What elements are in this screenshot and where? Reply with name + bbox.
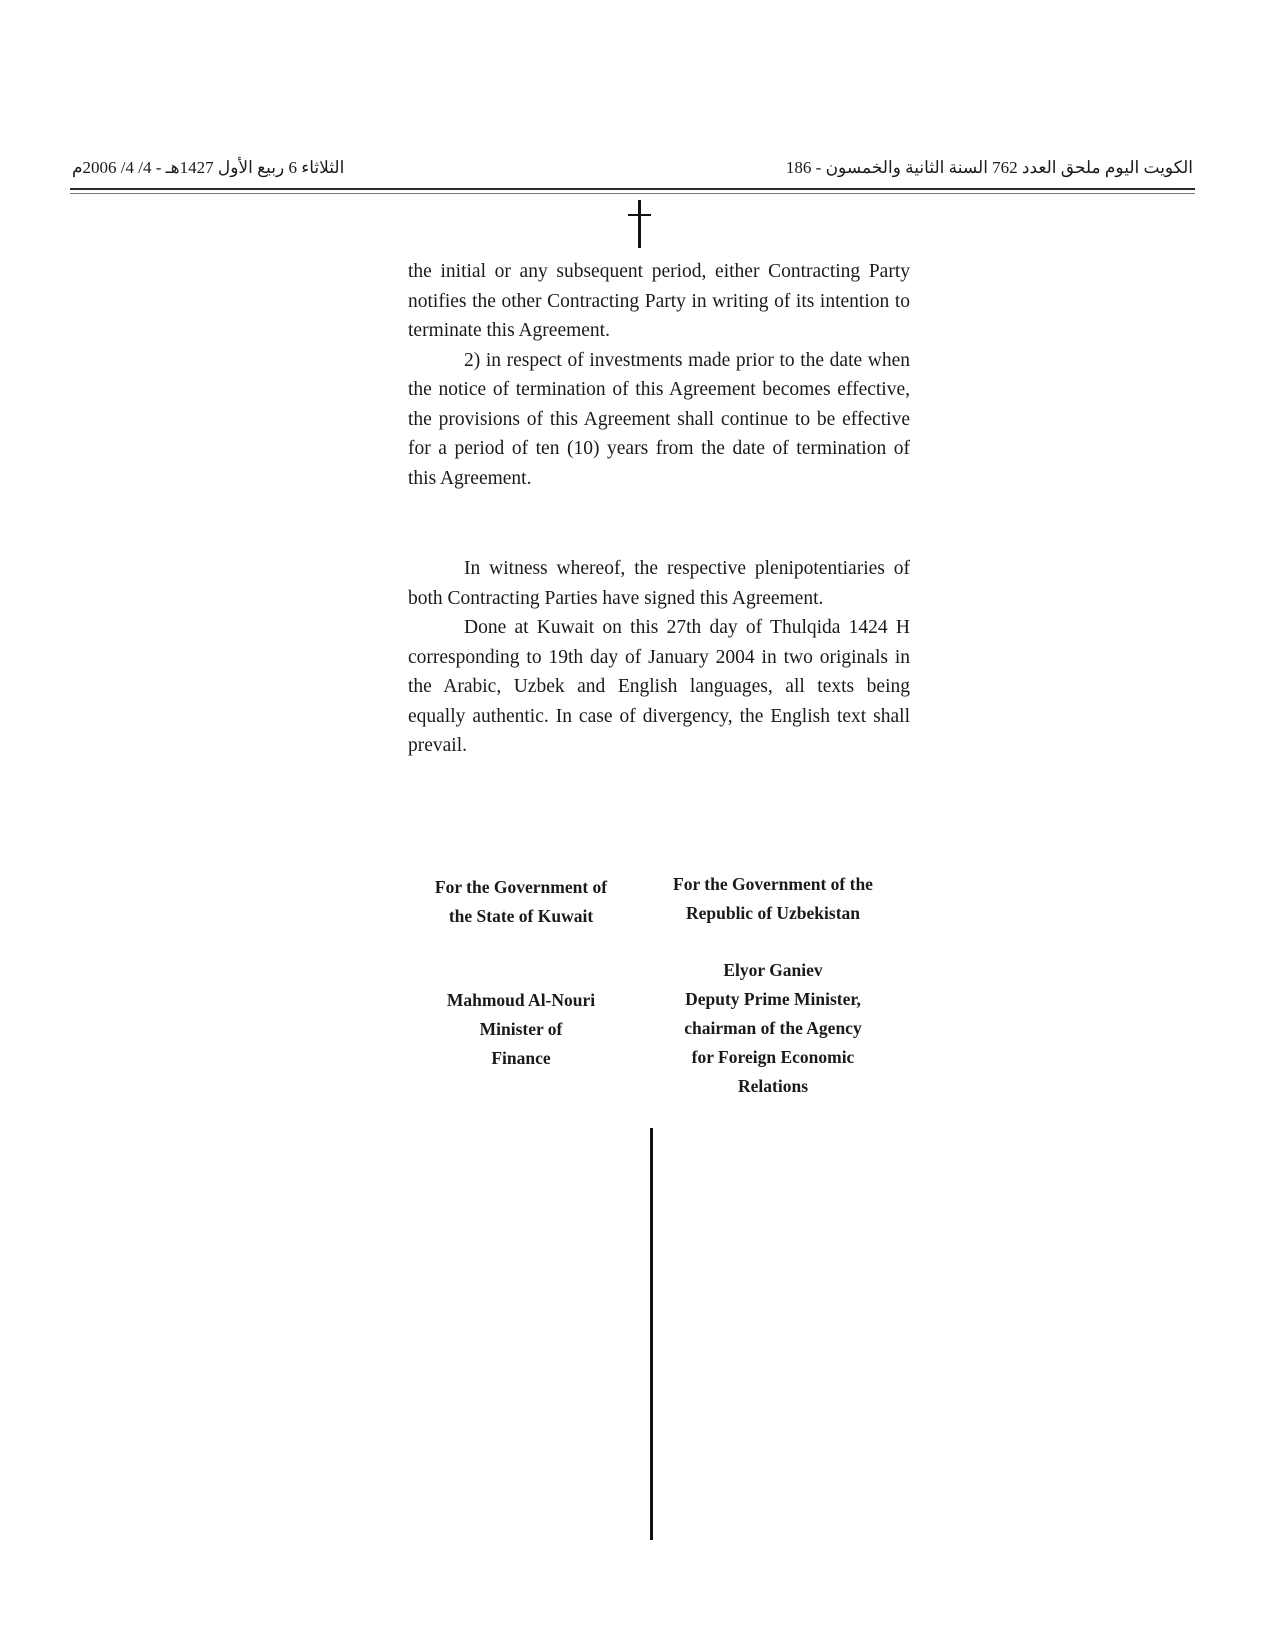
signature-kuwait-gov-line2: the State of Kuwait [448,906,594,926]
signature-kuwait-title-line2: Finance [491,1048,551,1068]
column-divider-crossbar [628,214,651,216]
signature-uzbekistan-title-line3: for Foreign Economic [691,1047,855,1067]
header-date: الثلاثاء 6 ربيع الأول 1427هـ - 4/ 4/ 2006م [72,158,345,177]
body-text-lower [408,554,910,761]
paragraph-investments-clause: 2) in respect of investments made prior to the date when the notice of termination of this Agreement becomes effective, the provisions of this Agreement shall continue to be effective for a period of ten (10) years from the date of termination of this Agreement. [408,349,910,489]
signature-uzbekistan-title-line1: Deputy Prime Minister, [685,989,861,1009]
signature-uzbekistan-signatory [648,956,898,1101]
signature-kuwait-signatory [418,986,624,1073]
body-text-upper [408,257,910,493]
header-publication: الكويت اليوم ملحق العدد 762 السنة الثانية والخمسون - 186 [785,158,1193,177]
signature-uzbekistan-gov-line2: Republic of Uzbekistan [685,903,861,923]
signature-uzbekistan-government [648,870,898,928]
signature-uzbekistan-title-line4: Relations [738,1076,808,1096]
signature-kuwait-name: Mahmoud Al-Nouri [446,990,596,1010]
column-divider-top [638,200,641,248]
signature-uzbekistan-gov-line1: For the Government of the [673,874,873,894]
header-rule [70,188,1195,190]
signature-kuwait-gov-line1: For the Government of [434,877,608,897]
column-divider-bottom [650,1128,653,1540]
paragraph-termination-notice: the initial or any subsequent period, either Contracting Party notifies the other Contracting Party in writing of its intention to terminate this Agreement. [408,261,910,341]
signature-kuwait-title-line1: Minister of [479,1019,563,1039]
paragraph-witness: In witness whereof, the respective plenipotentiaries of both Contracting Parties have signed this Agreement. [408,558,910,609]
paragraph-done-at: Done at Kuwait on this 27th day of Thulqida 1424 H corresponding to 19th day of January 2004 in two originals in the Arabic, Uzbek and English languages, all texts being equally authentic. In case of divergency, the English text shall prevail. [408,617,910,756]
header-rule-thin [70,193,1195,194]
signature-uzbekistan-title-line2: chairman of the Agency [684,1018,862,1038]
signature-uzbekistan-name: Elyor Ganiev [723,960,823,980]
signature-kuwait-government [418,873,624,931]
